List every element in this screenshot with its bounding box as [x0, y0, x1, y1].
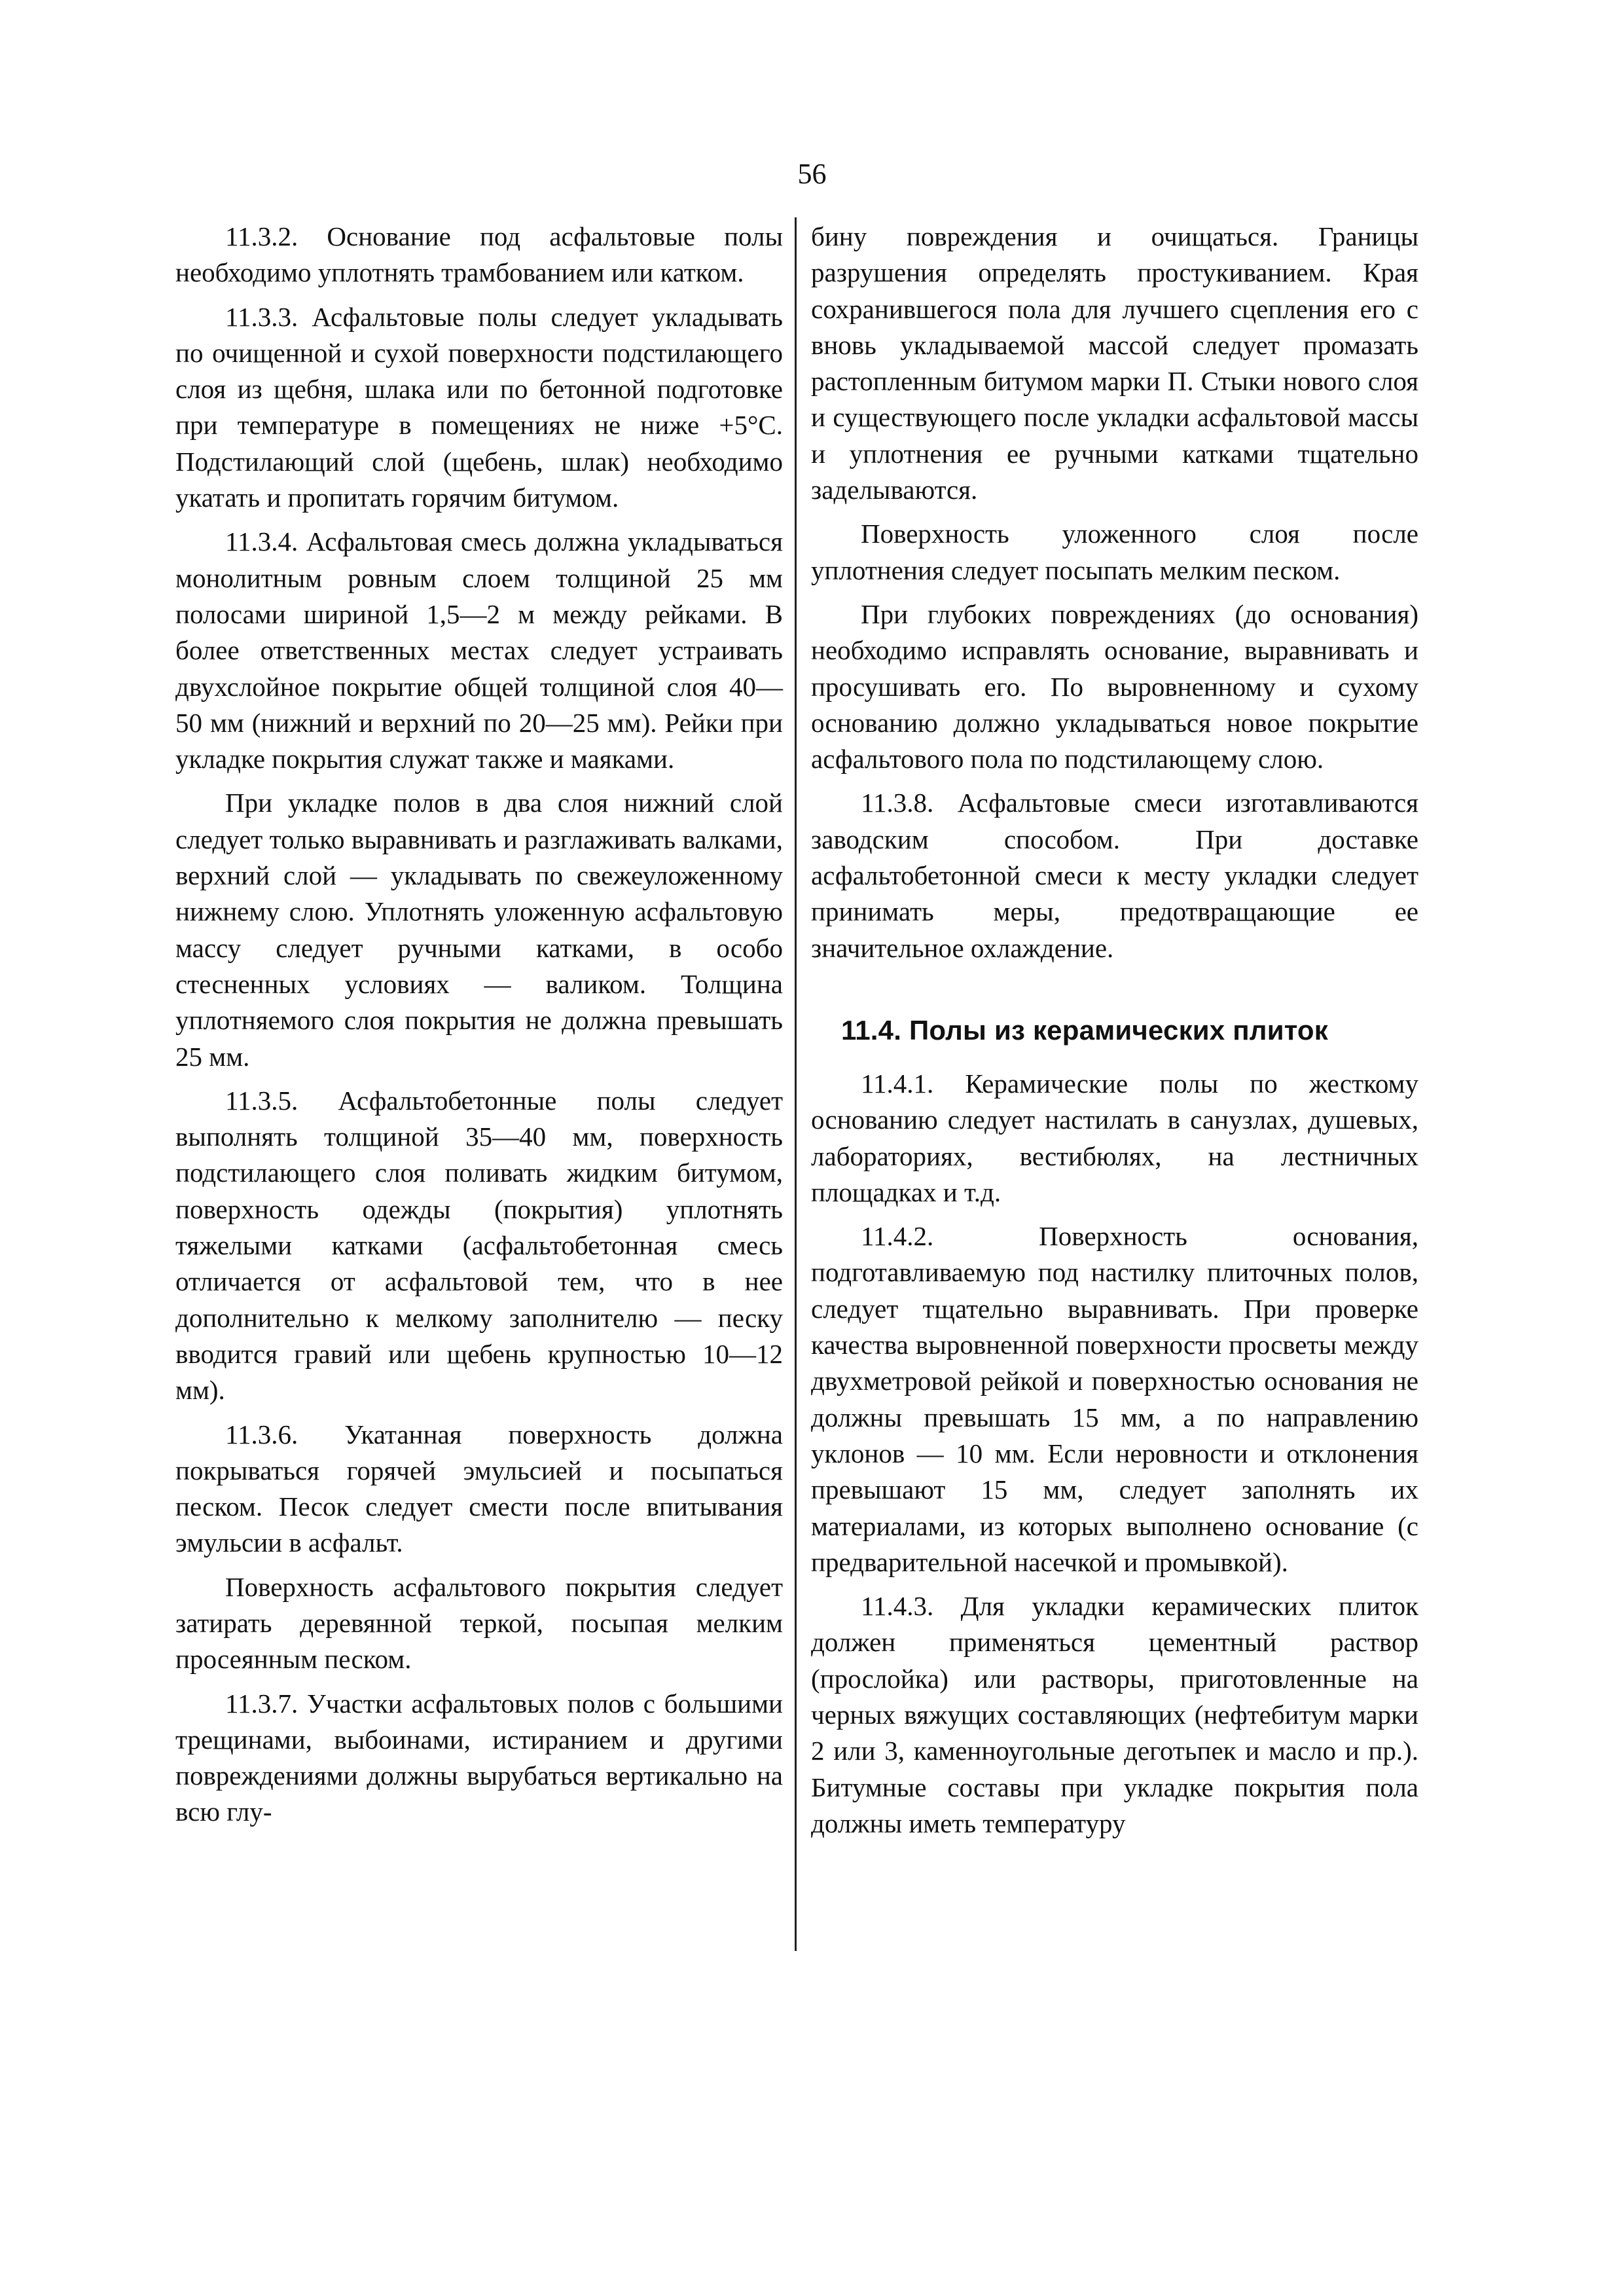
paragraph-11-4-2: 11.4.2. Поверхность основания, подготавливаемую под настилку плиточных полов, следует тщательно выравнивать. При проверке качества выровненной поверхности просветы между двухметровой рейкой и поверхностью основания не должны превышать 15 мм, а по направлению уклонов — 10 мм. Если неровности и отклонения превышают 15 мм, следует заполнять их материалами, из которых выполнено основание (с предварительной насечкой и промывкой). — [811, 1221, 1418, 1577]
paragraph-deep-damage: При глубоких повреждениях (до основания) необходимо исправлять основание, выравнивать и просушивать его. По выровненному и сухому основанию должно укладываться новое покрытие асфальтового пола по подстилающему слою. — [811, 598, 1418, 774]
right-column — [811, 219, 1418, 1850]
paragraph-11-4-3: 11.4.3. Для укладки керамических плиток должен применяться цементный раствор (прослойка) или растворы, приготовленные на черных вяжущих составляющих (нефтебитум марки 2 или 3, каменноугольные деготьпек и масло и пр.). Битумные составы при укладке покрытия пола должны иметь температуру — [811, 1591, 1418, 1838]
paragraph-11-3-3: 11.3.3. Асфальтовые полы следует укладывать по очищенной и сухой поверхности подстилающего слоя из щебня, шлака или по бетонной подготовке при температуре в помещениях не ниже +5°С. Подстилающий слой (щебень, шлак) необходимо укатать и пропитать горячим битумом. — [175, 301, 783, 513]
section-heading: 11.4. Полы из керамических плиток — [841, 1014, 1328, 1046]
paragraph-11-4-1: 11.4.1. Керамические полы по жесткому основанию следует настилать в санузлах, душевых, лабораториях, вестибюлях, на лестничных площадках и т.д. — [811, 1068, 1418, 1207]
left-column — [175, 219, 783, 1838]
paragraph-11-3-8: 11.3.8. Асфальтовые смеси изготавливаются заводским способом. При доставке асфальтобетонной смеси к месту укладки следует принимать меры, предотвращающие ее значительное охлаждение. — [811, 788, 1418, 963]
column-divider — [795, 217, 797, 1951]
paragraph-surface-finishing: Поверхность асфальтового покрытия следует затирать деревянной теркой, посыпая мелким просеянным песком. — [175, 1571, 783, 1675]
paragraph-11-3-7: 11.3.7. Участки асфальтовых полов с большими трещинами, выбоинами, истиранием и другими повреждениями должны вырубаться вертикально на всю глу- — [175, 1688, 783, 1827]
paragraph-11-3-6: 11.3.6. Укатанная поверхность должна покрываться горячей эмульсией и посыпаться песком. Песок следует смести после впитывания эмульсии в асфальт. — [175, 1419, 783, 1558]
paragraph-11-3-5: 11.3.5. Асфальтобетонные полы следует выполнять толщиной 35—40 мм, поверхность подстилающего слоя поливать жидким битумом, поверхность одежды (покрытия) уплотнять тяжелыми катками (асфальтобетонная смесь отличается от асфальтовой тем, что в нее дополнительно к мелкому заполнителю — песку вводится гравий или щебень крупностью 10—12 мм). — [175, 1085, 783, 1406]
paragraph-continuation: бину повреждения и очищаться. Границы разрушения определять простукиванием. Края сохранившегося пола для лучшего сцепления его с вновь укладываемой массой следует промазать растопленным битумом марки П. Стыки нового слоя и существующего после укладки асфальтовой массы и уплотнения ее ручными катками тщательно заделываются. — [811, 221, 1418, 505]
paragraph-surface-sanding: Поверхность уложенного слоя после уплотнения следует посыпать мелким песком. — [811, 519, 1418, 585]
page-number: 56 — [797, 158, 827, 190]
paragraph-11-3-2: 11.3.2. Основание под асфальтовые полы необходимо уплотнять трамбованием или катком. — [175, 221, 783, 288]
paragraph-two-layer-laying: При укладке полов в два слоя нижний слой следует только выравнивать и разглаживать валками, верхний слой — укладывать по свежеуложенному нижнему слою. Уплотнять уложенную асфальтовую массу следует ручными катками, в особо стесненных условиях — валиком. Толщина уплотняемого слоя покрытия не должна превышать 25 мм. — [175, 788, 783, 1072]
paragraph-11-3-4: 11.3.4. Асфальтовая смесь должна укладываться монолитным ровным слоем толщиной 25 мм полосами шириной 1,5—2 м между рейками. В более ответственных местах следует устраивать двухслойное покрытие общей толщиной слоя 40—50 мм (нижний и верхний по 20—25 мм). Рейки при укладке покрытия служат также и маяками. — [175, 526, 783, 774]
